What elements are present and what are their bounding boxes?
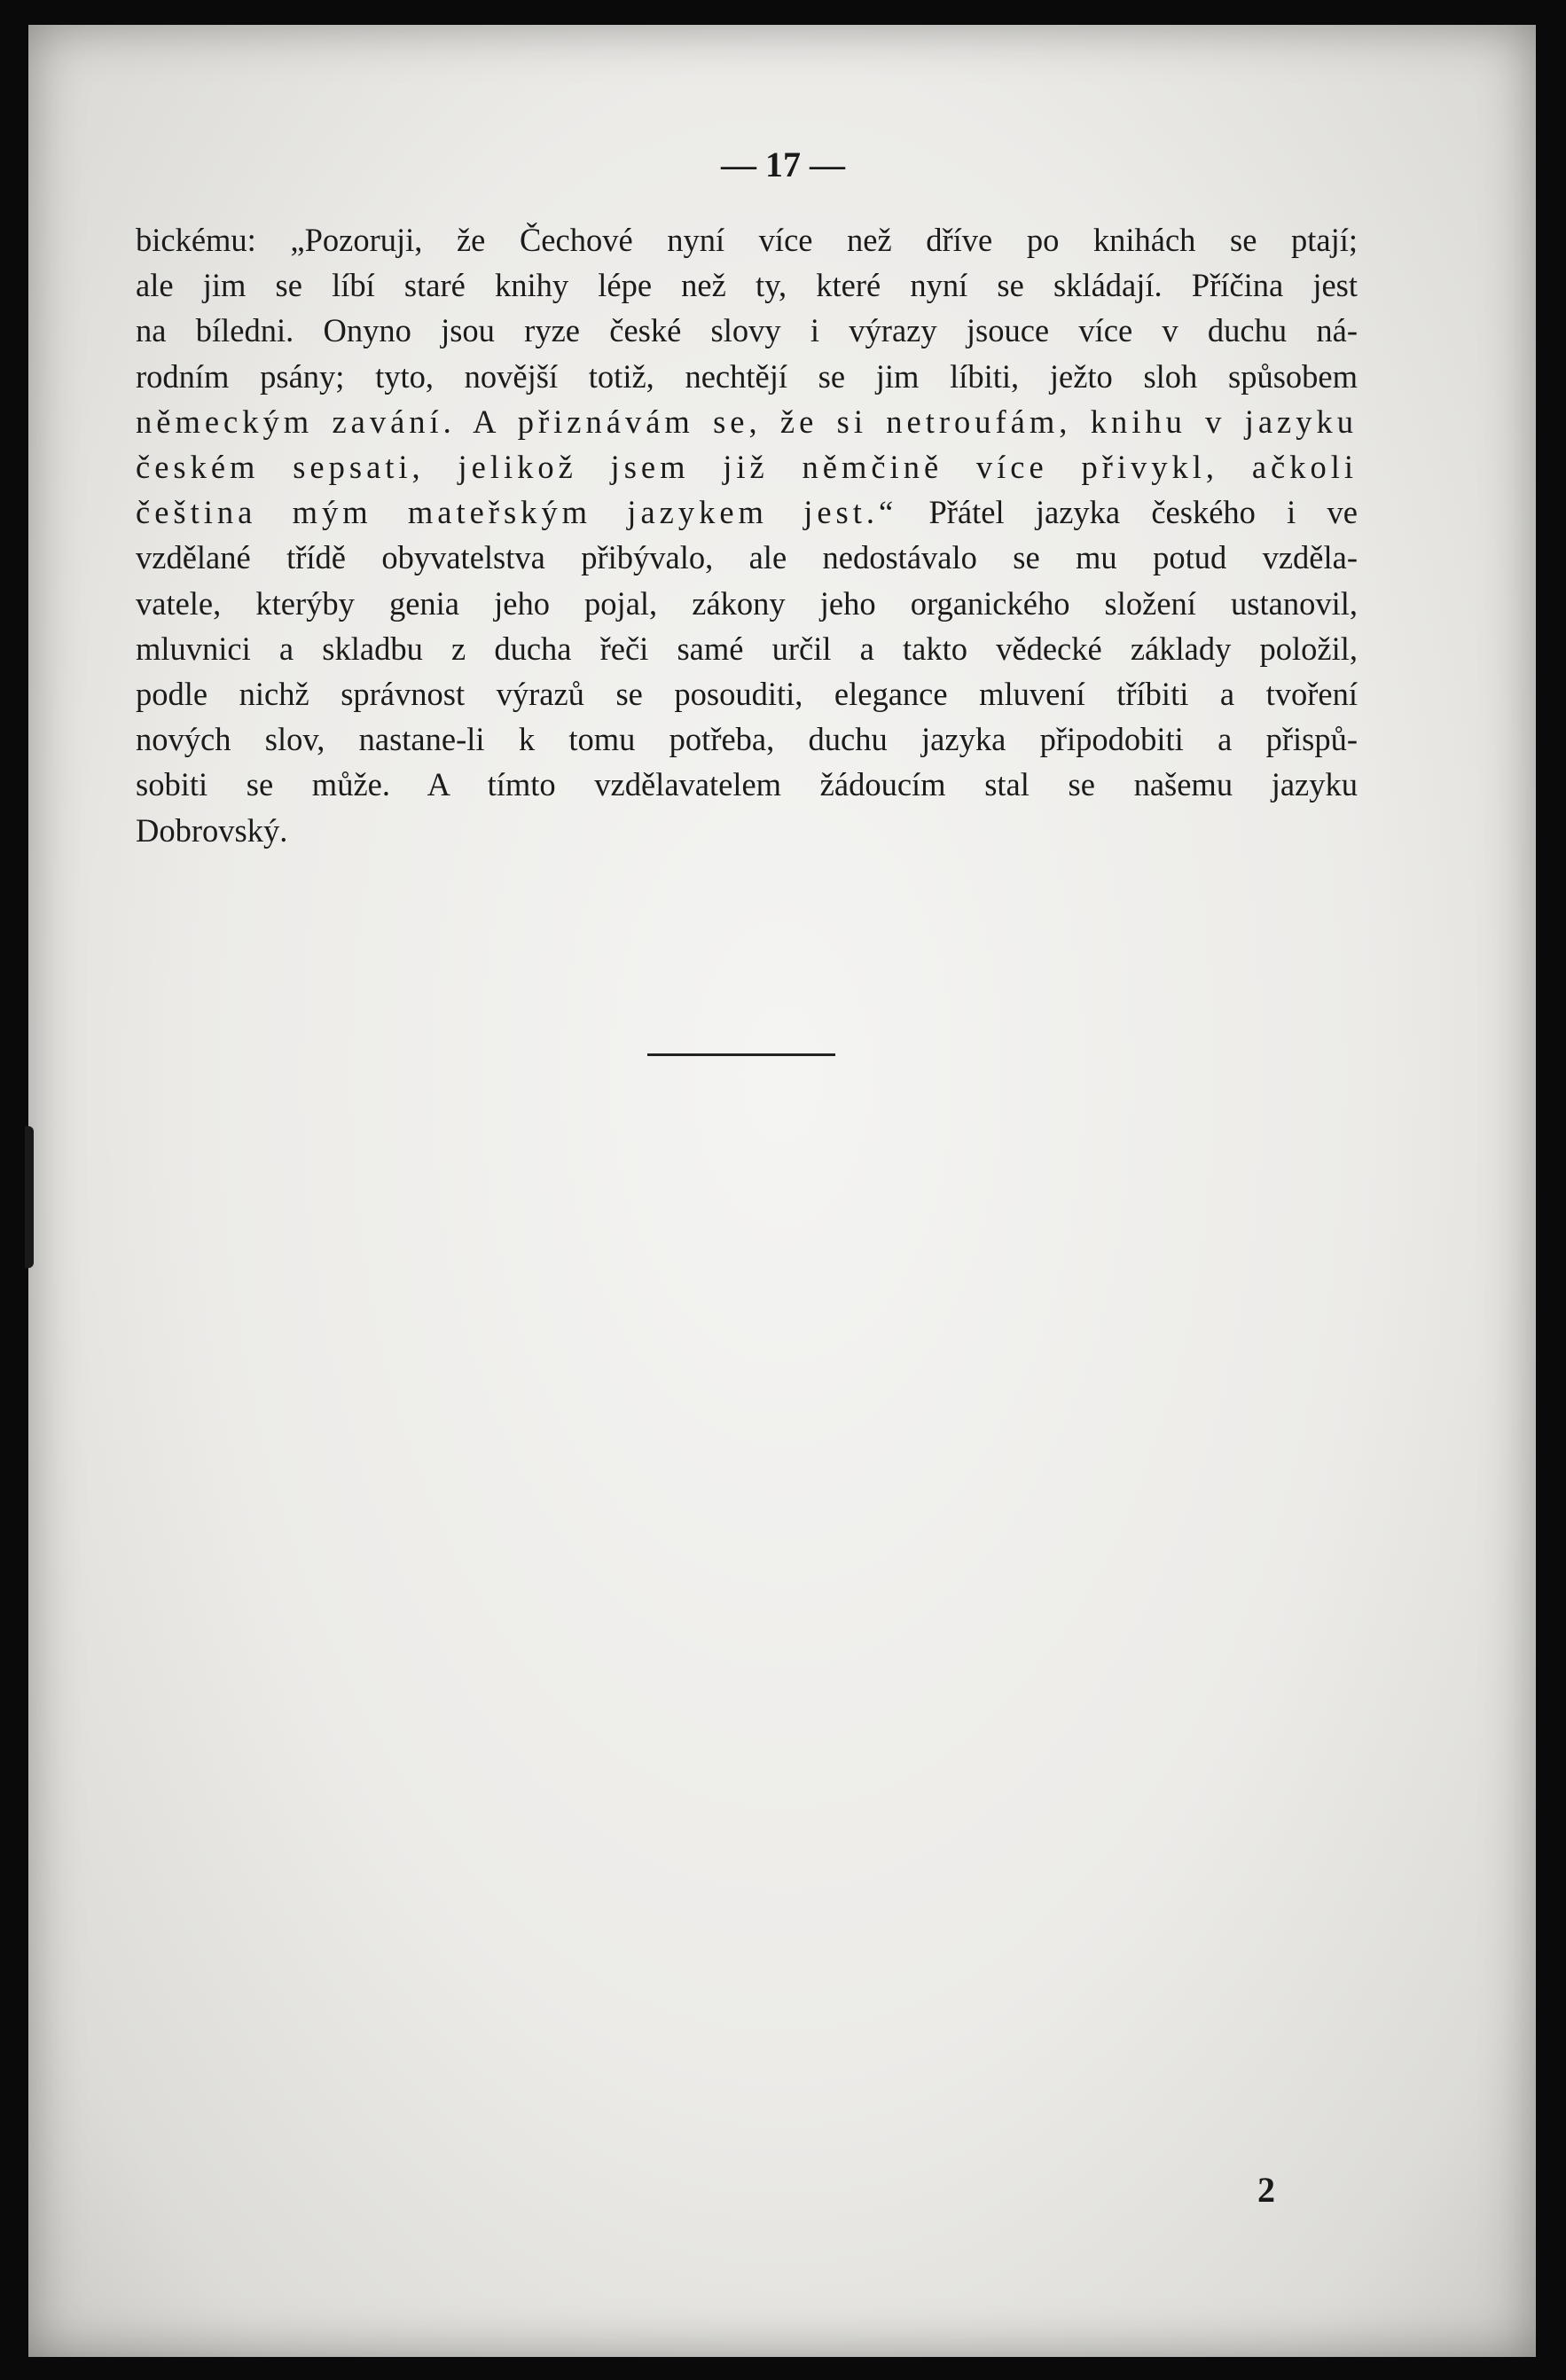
text-line: bickému: „Pozoruji, že Čechové nyní více než dříve po knihách se ptají; [136,222,1358,258]
text-line: sobiti se může. A tímto vzdělavatelem žádoucím stal se našemu jazyku [136,766,1358,803]
text-line: vatele, kterýby genia jeho pojal, zákony jeho organického složení ustanovil, [136,584,1358,622]
binding-edge [25,1126,34,1268]
text-line-spaced: německým zavání. A přiznávám se, že si netroufám, knihu v jazyku [136,403,1358,440]
text-line-last: Dobrovský. [136,811,288,849]
text-line-spaced: českém sepsati, jelikož jsem již němčině více přivykl, ačkoli [136,449,1358,486]
text-line: na bíledni. Onyno jsou ryze české slovy i výrazy jsouce více v duchu ná- [136,312,1358,349]
text-line: vzdělané třídě obyvatelstva přibývalo, ale nedostávalo se mu potud vzděla- [136,539,1358,576]
signature-mark: 2 [1257,2170,1275,2210]
text-line: podle nichž správnost výrazů se posouditi, elegance mluvení tříbiti a tvoření [136,676,1358,713]
page-number: — 17 — [721,145,845,184]
text-line: ale jim se líbí staré knihy lépe než ty, které nyní se skládají. Příčina jest [136,267,1358,304]
text-line: rodním psány; tyto, novější totiž, nechtějí se jim líbiti, ježto sloh spůsobem [136,357,1358,395]
spaced-quote-end: čeština mým mateřským jazykem jest.“ [136,494,898,531]
body-paragraph [136,217,1358,853]
text-line: mluvnici a skladbu z ducha řeči samé určil a takto vědecké základy položil, [136,630,1358,667]
text-line: nových slov, nastane-li k tomu potřeba, duchu jazyka připodobiti a přispů- [136,721,1358,758]
text-line-continuation: Přátel jazyka českého i ve [897,494,1359,531]
text-line-mixed [136,489,1358,535]
section-divider [647,1053,835,1056]
